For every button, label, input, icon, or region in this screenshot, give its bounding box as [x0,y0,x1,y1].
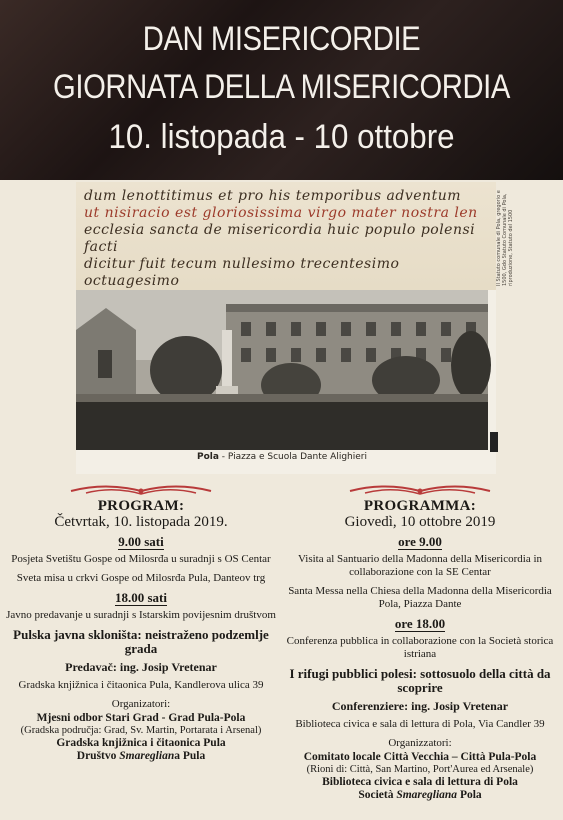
lecture-text: Conferenza pubblica in collaborazione con la Società storica istriana [286,635,554,660]
program-italian [280,484,560,802]
event-date: 10. listopada - 10 ottobre [108,118,455,156]
piazza-illustration [76,290,488,450]
speaker-name: ing. Josip Vretenar [408,699,509,713]
title-italian: GIORNATA DELLA MISERICORDIA [53,68,510,106]
time-evening: 18.00 sati [115,590,167,605]
program-day: Četvrtak, 10. listopada 2019. [54,514,228,530]
ornament-divider-icon [66,484,216,498]
photo-caption [76,452,488,462]
time-evening: ore 18.00 [394,616,446,631]
speaker-label: Predavač: [65,660,117,674]
manuscript-excerpt [76,182,496,290]
lecture-title: Pulska javna skloništa: neistraženo podzemlje grada [13,627,269,656]
lecture-text: Javno predavanje u suradnji s Istarskim povijesnim društvom [6,609,276,621]
mass-text: Sveta misa u crkvi Gospe od Milosrđa Pula, Danteov trg [16,572,266,584]
speaker-label: Conferenziere: [331,699,409,713]
organizers-label: Organizatori: [111,698,171,710]
organizer-3-b: Smareglian [119,750,175,762]
speaker-line [280,700,560,713]
visit-text: Visita al Santuario della Madonna della Misericordia in collaborazione con la SE Centar [297,553,543,578]
organizer-3 [280,789,560,802]
caption-place: Pola [196,452,219,462]
organizer-3-b: Smaregliana [396,789,458,801]
program-croatian [6,484,276,763]
ornament-divider-icon [345,484,495,498]
manuscript-side-note: Il Statuto comunale di Pola, gregorio e 1500, Gdo Statuto Comunale di Pola, riproduzione, Statuto del 1500 [496,190,514,286]
organizer-2: Gradska knjižnica i čitaonica Pula [56,737,226,749]
organizer-3-a: Società [358,789,397,801]
visit-text: Posjeta Svetištu Gospe od Milosrđa u suradnji s OS Centar [11,553,271,565]
poster-header [0,0,563,180]
speaker-name: ing. Josip Vretenar [116,660,217,674]
organizer-3-a: Društvo [76,750,120,762]
organizer-1-sub: (Gradska područja: Grad, Sv. Martin, Portarata i Arsenal) [20,725,262,736]
caption-text: - Piazza e Scuola Dante Alighieri [218,452,367,462]
program-heading: PROGRAMMA: [363,498,477,514]
organizer-2: Biblioteca civica e sala di lettura di Pola [322,776,518,788]
manuscript-line: dum lenottitimus et pro his temporibus adventum [84,188,461,204]
manuscript-line: ecclesia sancta de misericordia huic populo polensi facti [84,222,476,255]
organizers-label: Organizzatori: [388,737,452,749]
manuscript-line: ut nisiracio est gloriosissima virgo mater nostra len [84,205,478,221]
venue-text: Biblioteca civica e sala di lettura di Pola, Via Candler 39 [295,718,545,730]
time-morning: ore 9.00 [398,534,442,549]
venue-text: Gradska knjižnica i čitaonica Pula, Kandlerova ulica 39 [18,679,264,691]
speaker-line [6,661,276,674]
organizer-1: Mjesni odbor Stari Grad - Grad Pula-Pola [36,712,246,724]
manuscript-line: dicitur fuit tecum nullesimo trecentesimo octuagesimo [84,256,400,289]
lecture-title: I rifugi pubblici polesi: sottosuolo della città da scoprire [289,666,551,695]
title-croatian: DAN MISERICORDIE [142,20,421,58]
organizer-1: Comitato locale Città Vecchia – Città Pula-Pola [303,751,537,763]
historical-photo-piazza [76,290,488,450]
mass-text: Santa Messa nella Chiesa della Madonna della Misericordia Pola, Piazza Dante [288,585,552,610]
organizer-3-c: Pola [457,789,482,801]
time-morning: 9.00 sati [118,534,164,549]
historical-image-block [76,182,514,474]
organizer-3-c: a Pula [174,750,206,762]
organizer-3 [6,750,276,763]
program-heading: PROGRAM: [97,498,185,514]
publisher-logo [490,432,498,452]
program-day: Giovedì, 10 ottobre 2019 [344,514,496,530]
organizer-1-sub: (Rioni di: Città, San Martino, Port'Aurea ed Arsenale) [306,764,534,775]
